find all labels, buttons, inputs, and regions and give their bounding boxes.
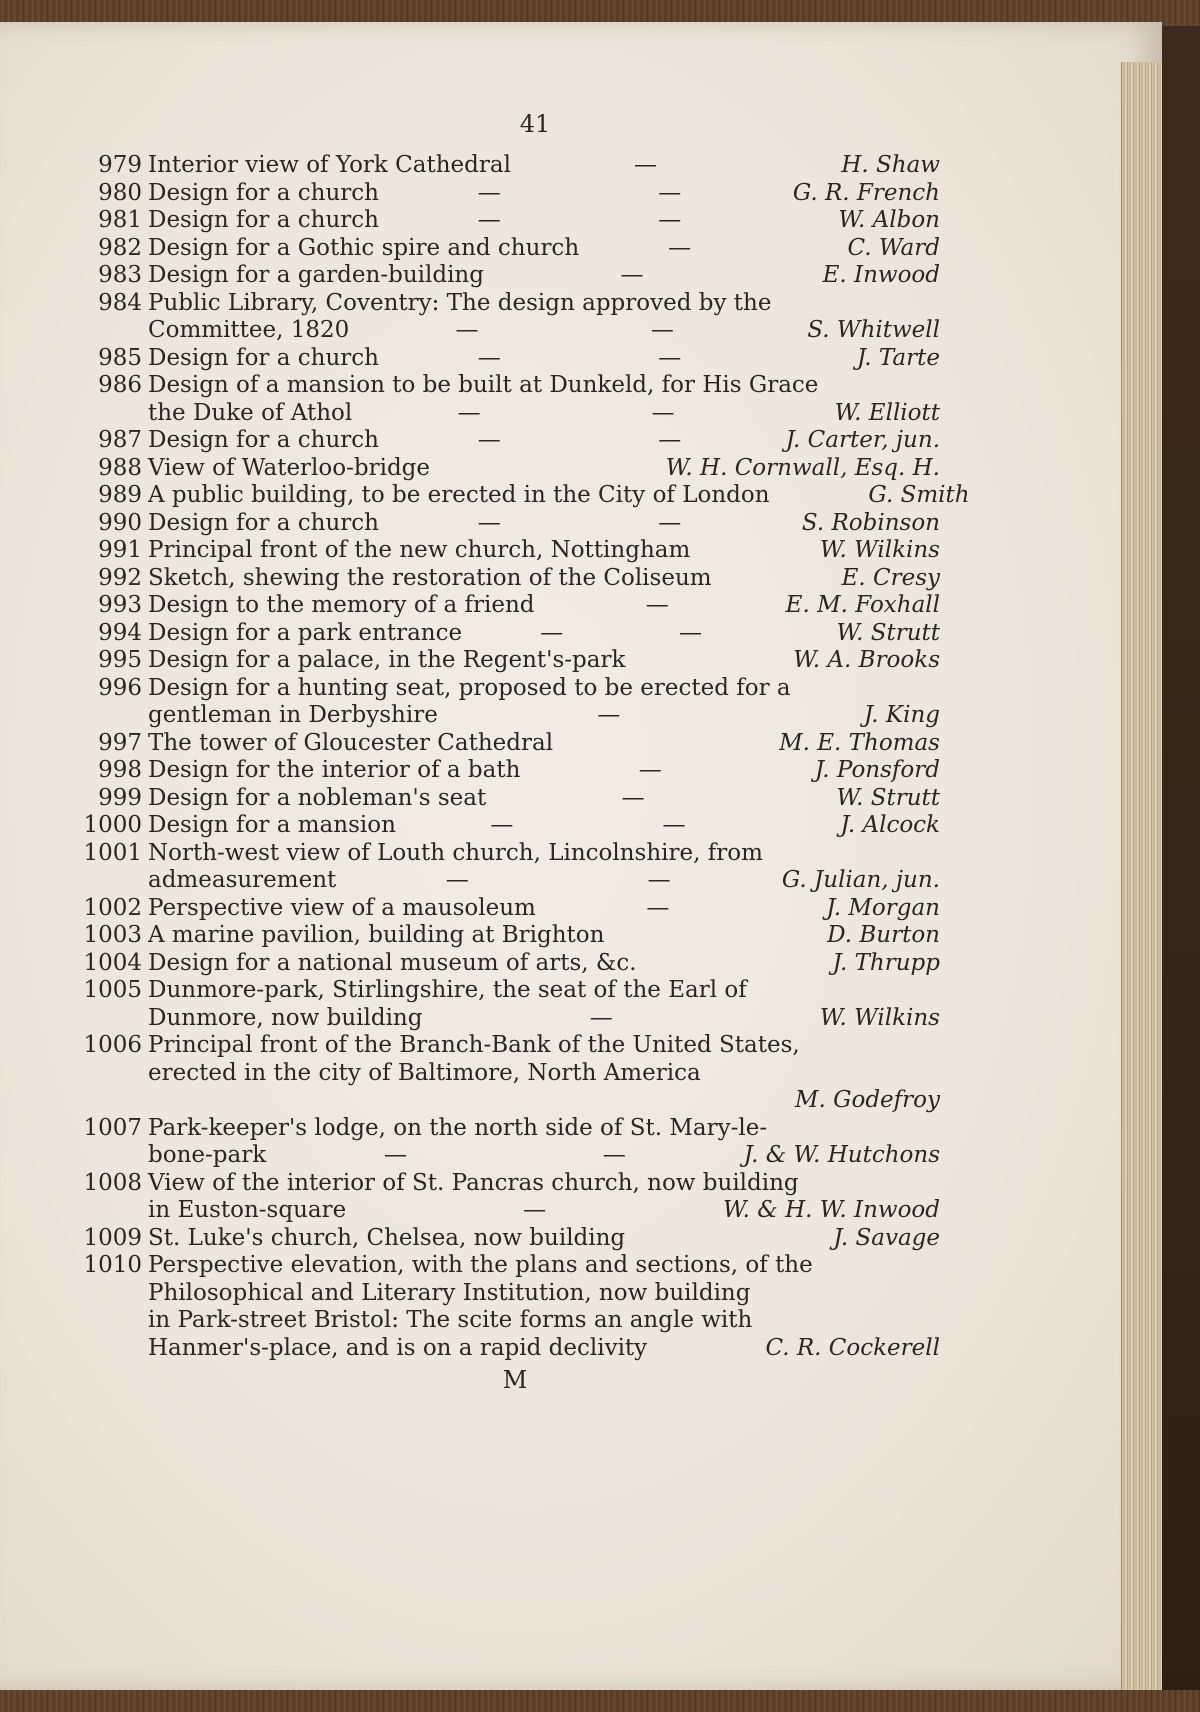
entry-author: J. Ponsford xyxy=(814,757,940,783)
entry-author: W. & H. W. Inwood xyxy=(723,1197,940,1223)
entry-description: Dunmore-park, Stirlingshire, the seat of the Earl of xyxy=(148,977,747,1003)
dash-leader xyxy=(352,400,780,428)
catalogue-entry xyxy=(70,1032,940,1115)
entry-description: Principal front of the new church, Nottingham xyxy=(148,537,691,563)
catalogue-entry xyxy=(70,785,940,813)
entry-description: A public building, to be erected in the City of London xyxy=(148,482,770,508)
entry-number: 993 xyxy=(98,592,142,618)
entry-line xyxy=(70,620,940,648)
entry-author: C. R. Cockerell xyxy=(765,1334,940,1361)
entry-author: W. Elliott xyxy=(834,399,940,426)
entry-author: W. Albon xyxy=(838,207,940,233)
entry-number: 987 xyxy=(98,427,142,453)
entry-line xyxy=(70,950,940,978)
entry-line xyxy=(70,537,940,565)
catalogue-entry xyxy=(70,757,940,785)
entry-description: Committee, 1820 xyxy=(148,317,350,343)
entry-line xyxy=(70,1280,940,1308)
entry-description: Design for a park entrance xyxy=(148,619,463,646)
entry-author: D. Burton xyxy=(827,922,940,948)
catalogue-entry xyxy=(70,372,940,427)
entry-author: J. Thrupp xyxy=(832,949,940,976)
entry-number: 997 xyxy=(98,729,142,756)
entry-line xyxy=(70,757,940,785)
page-content xyxy=(70,110,970,1394)
entry-description: Park-keeper's lodge, on the north side of St. Mary-le- xyxy=(148,1114,768,1141)
entry-line xyxy=(70,400,940,428)
em-dash: — xyxy=(647,867,671,893)
dash-leader xyxy=(422,1005,780,1033)
entry-line xyxy=(70,592,940,620)
entry-line xyxy=(70,1142,940,1170)
em-dash: — xyxy=(668,234,692,261)
dash-leader xyxy=(462,620,780,648)
entry-description: Hanmer's-place, and is on a rapid declivity xyxy=(148,1334,648,1361)
catalogue-entry xyxy=(70,427,940,455)
entry-description: Design to the memory of a friend xyxy=(148,592,535,618)
entry-number: 985 xyxy=(98,344,142,371)
entry-description: Philosophical and Literary Institution, now building xyxy=(148,1279,751,1306)
entry-line xyxy=(70,867,940,895)
entry-description: Design for a church xyxy=(148,509,379,536)
entry-number: 1006 xyxy=(83,1032,142,1058)
entry-line xyxy=(70,1307,940,1335)
page-number: 41 xyxy=(519,110,551,138)
entry-line xyxy=(70,785,940,813)
em-dash: — xyxy=(645,592,669,618)
entry-description: Sketch, shewing the restoration of the Coliseum xyxy=(148,564,712,591)
entry-author: G. R. French xyxy=(792,179,940,206)
entry-line xyxy=(70,922,940,950)
entry-description: erected in the city of Baltimore, North America xyxy=(148,1059,701,1086)
entry-number: 980 xyxy=(98,179,142,206)
catalogue-entry xyxy=(70,482,970,510)
catalogue-entry xyxy=(70,152,940,180)
entry-description: Design for a garden-building xyxy=(148,262,484,288)
entry-number: 1002 xyxy=(83,894,142,921)
entry-author: W. Wilkins xyxy=(819,1004,940,1031)
entry-author: E. Inwood xyxy=(822,262,940,288)
entry-line xyxy=(70,317,940,345)
entry-description: Design for a Gothic spire and church xyxy=(148,234,580,261)
entry-number: 999 xyxy=(98,784,142,811)
entry-description: Perspective view of a mausoleum xyxy=(148,894,536,921)
entry-author: E. M. Foxhall xyxy=(785,592,940,618)
entry-line xyxy=(70,977,940,1005)
catalogue-entry xyxy=(70,922,940,950)
entry-description: Design for the interior of a bath xyxy=(148,757,521,783)
entry-number: 1001 xyxy=(83,839,142,866)
entry-description: Design for a church xyxy=(148,344,379,371)
em-dash: — xyxy=(658,427,682,453)
entry-description: Design for a church xyxy=(148,427,379,453)
entry-author: J. Carter, jun. xyxy=(785,427,940,453)
entry-number: 1009 xyxy=(83,1224,142,1251)
entry-author: M. E. Thomas xyxy=(779,729,940,756)
entry-description: Design for a mansion xyxy=(148,812,396,838)
entry-line xyxy=(70,1252,940,1280)
entry-description: Design for a church xyxy=(148,207,379,233)
dash-leader xyxy=(346,1197,723,1225)
entry-description: North-west view of Louth church, Lincolnshire, from xyxy=(148,839,763,866)
entry-number: 986 xyxy=(98,372,142,398)
entry-number: 1008 xyxy=(83,1169,142,1196)
entry-line xyxy=(70,290,940,318)
entry-line xyxy=(70,1032,940,1060)
catalogue-entry xyxy=(70,235,940,263)
entry-author: J. & W. Hutchons xyxy=(743,1142,940,1168)
entry-author: J. Alcock xyxy=(840,812,940,838)
entry-line xyxy=(70,235,940,263)
em-dash: — xyxy=(658,344,682,371)
entry-author: J. Morgan xyxy=(826,894,940,921)
dash-leader xyxy=(379,510,780,538)
entry-number: 984 xyxy=(98,289,142,316)
entry-description: Design for a national museum of arts, &c. xyxy=(148,949,637,976)
em-dash: — xyxy=(384,1142,408,1168)
catalogue-entries xyxy=(70,152,970,1362)
entry-description: Perspective elevation, with the plans and sections, of the xyxy=(148,1252,813,1278)
entry-line xyxy=(70,1115,940,1143)
entry-description: St. Luke's church, Chelsea, now building xyxy=(148,1224,626,1251)
dash-leader xyxy=(520,757,780,785)
em-dash: — xyxy=(477,344,501,371)
entry-number: 1010 xyxy=(83,1252,142,1278)
em-dash: — xyxy=(620,262,644,288)
entry-line xyxy=(70,1225,940,1253)
em-dash: — xyxy=(597,702,621,728)
em-dash: — xyxy=(602,1142,626,1168)
em-dash: — xyxy=(589,1004,613,1031)
dash-leader xyxy=(379,345,780,373)
dash-leader xyxy=(438,702,780,730)
em-dash: — xyxy=(477,427,501,453)
em-dash: — xyxy=(662,812,686,838)
entry-line xyxy=(70,1335,940,1363)
catalogue-entry xyxy=(70,895,940,923)
catalogue-entry xyxy=(70,730,940,758)
entry-description: The tower of Gloucester Cathedral xyxy=(148,729,554,756)
entry-line xyxy=(70,1087,940,1115)
entry-author: M. Godefroy xyxy=(794,1087,940,1113)
entry-author: W. Strutt xyxy=(836,784,940,811)
entry-line xyxy=(70,152,940,180)
dash-leader xyxy=(349,317,780,345)
entry-line xyxy=(70,510,940,538)
em-dash: — xyxy=(658,179,682,206)
catalogue-entry xyxy=(70,565,940,593)
dash-leader xyxy=(579,235,780,263)
dash-leader xyxy=(336,867,780,895)
catalogue-entry xyxy=(70,1225,940,1253)
entry-number: 994 xyxy=(98,619,142,646)
catalogue-entry xyxy=(70,647,940,675)
catalogue-entry xyxy=(70,620,940,648)
entry-number: 1005 xyxy=(83,977,142,1003)
entry-description: View of Waterloo-bridge xyxy=(148,454,430,481)
em-dash: — xyxy=(658,207,682,233)
entry-line xyxy=(70,427,940,455)
entry-line xyxy=(70,372,940,400)
dash-leader xyxy=(535,592,780,620)
entry-number: 982 xyxy=(98,234,142,261)
catalogue-entry xyxy=(70,1115,940,1170)
catalogue-entry xyxy=(70,840,940,895)
entry-line xyxy=(70,262,940,290)
page-edges xyxy=(1121,62,1162,1712)
catalogue-entry xyxy=(70,455,940,483)
entry-author: H. Shaw xyxy=(841,152,940,178)
dash-leader xyxy=(484,262,780,290)
entry-number: 1007 xyxy=(83,1114,142,1141)
em-dash: — xyxy=(457,399,481,426)
entry-description: A marine pavilion, building at Brighton xyxy=(148,922,605,948)
entry-author: W. Wilkins xyxy=(819,537,940,563)
entry-line xyxy=(70,675,940,703)
entry-author: J. Tarte xyxy=(856,344,940,371)
entry-line xyxy=(70,482,970,510)
entry-description: in Euston-square xyxy=(148,1197,347,1223)
book-binding-bottom xyxy=(0,1690,1200,1712)
entry-author: S. Robinson xyxy=(801,509,940,536)
entry-line xyxy=(70,180,940,208)
entry-line xyxy=(70,895,940,923)
entry-description: the Duke of Athol xyxy=(148,399,353,426)
entry-number: 990 xyxy=(98,509,142,536)
em-dash: — xyxy=(477,207,501,233)
entry-number: 1004 xyxy=(83,949,142,976)
entry-number: 981 xyxy=(98,207,142,233)
entry-number: 983 xyxy=(98,262,142,288)
entry-line xyxy=(70,345,940,373)
entry-line xyxy=(70,1005,940,1033)
entry-number: 996 xyxy=(98,674,142,701)
entry-line xyxy=(70,812,940,840)
catalogue-entry xyxy=(70,1252,940,1362)
entry-author: J. Savage xyxy=(833,1224,940,1251)
entry-description: Design for a hunting seat, proposed to be erected for a xyxy=(148,674,791,701)
entry-description: Design for a nobleman's seat xyxy=(148,784,487,811)
entry-description: bone-park xyxy=(148,1142,267,1168)
entry-number: 1000 xyxy=(83,812,142,838)
em-dash: — xyxy=(651,399,675,426)
entry-number: 1003 xyxy=(83,922,142,948)
entry-description: Design for a palace, in the Regent's-park xyxy=(148,647,626,673)
em-dash: — xyxy=(490,812,514,838)
em-dash: — xyxy=(658,509,682,536)
em-dash: — xyxy=(638,757,662,783)
entry-description: gentleman in Derbyshire xyxy=(148,702,438,728)
em-dash: — xyxy=(633,152,657,178)
catalogue-entry xyxy=(70,510,940,538)
catalogue-entry xyxy=(70,675,940,730)
signature-mark: M xyxy=(502,1366,528,1394)
entry-description: in Park-street Bristol: The scite forms an angle with xyxy=(148,1307,753,1333)
entry-description: admeasurement xyxy=(148,867,337,893)
em-dash: — xyxy=(646,894,670,921)
entry-line xyxy=(70,702,940,730)
entry-description: Public Library, Coventry: The design approved by the xyxy=(148,289,772,316)
entry-number: 988 xyxy=(98,454,142,481)
em-dash: — xyxy=(477,179,501,206)
em-dash: — xyxy=(455,317,479,343)
em-dash: — xyxy=(650,317,674,343)
catalogue-entry xyxy=(70,180,940,208)
entry-description: View of the interior of St. Pancras church, now building xyxy=(148,1169,799,1196)
entry-author: G. Smith xyxy=(868,482,970,508)
entry-number: 991 xyxy=(98,537,142,563)
entry-author: E. Cresy xyxy=(841,564,940,591)
entry-line xyxy=(70,647,940,675)
entry-description: Principal front of the Branch-Bank of the United States, xyxy=(148,1032,800,1058)
catalogue-entry xyxy=(70,290,940,345)
entry-author: J. King xyxy=(863,702,940,728)
em-dash: — xyxy=(621,784,645,811)
dash-leader xyxy=(379,427,780,455)
catalogue-entry xyxy=(70,977,940,1032)
dash-leader xyxy=(511,152,780,180)
entry-author: W. Strutt xyxy=(836,619,940,646)
entry-line xyxy=(70,1170,940,1198)
em-dash: — xyxy=(523,1197,547,1223)
dash-leader xyxy=(266,1142,744,1170)
dash-leader xyxy=(396,812,780,840)
em-dash: — xyxy=(540,619,564,646)
entry-author: S. Whitwell xyxy=(807,317,940,343)
entry-author: C. Ward xyxy=(847,234,940,261)
catalogue-entry xyxy=(70,950,940,978)
catalogue-entry xyxy=(70,1170,940,1225)
catalogue-entry xyxy=(70,812,940,840)
catalogue-entry xyxy=(70,207,940,235)
em-dash: — xyxy=(445,867,469,893)
entry-number: 979 xyxy=(98,152,142,178)
catalogue-entry xyxy=(70,537,940,565)
entry-line xyxy=(70,455,940,483)
entry-description: Dunmore, now building xyxy=(148,1004,423,1031)
entry-line xyxy=(70,565,940,593)
catalogue-entry xyxy=(70,345,940,373)
catalogue-entry xyxy=(70,592,940,620)
entry-number: 992 xyxy=(98,564,142,591)
entry-description: Design for a church xyxy=(148,179,379,206)
em-dash: — xyxy=(679,619,703,646)
entry-author: G. Julian, jun. xyxy=(781,867,940,893)
entry-author: W. A. Brooks xyxy=(793,647,940,673)
entry-description: Interior view of York Cathedral xyxy=(148,152,511,178)
dash-leader xyxy=(536,895,780,923)
dash-leader xyxy=(379,207,780,235)
entry-line xyxy=(70,207,940,235)
entry-author: W. H. Cornwall, Esq. H. xyxy=(665,454,940,481)
entry-line xyxy=(70,1060,940,1088)
entry-line xyxy=(70,1197,940,1225)
catalogue-entry xyxy=(70,262,940,290)
em-dash: — xyxy=(477,509,501,536)
dash-leader xyxy=(486,785,780,813)
entry-description: Design of a mansion to be built at Dunkeld, for His Grace xyxy=(148,372,819,398)
dash-leader xyxy=(379,180,780,208)
entry-line xyxy=(70,840,940,868)
entry-line xyxy=(70,730,940,758)
entry-number: 998 xyxy=(98,757,142,783)
entry-number: 989 xyxy=(98,482,142,508)
entry-number: 995 xyxy=(98,647,142,673)
